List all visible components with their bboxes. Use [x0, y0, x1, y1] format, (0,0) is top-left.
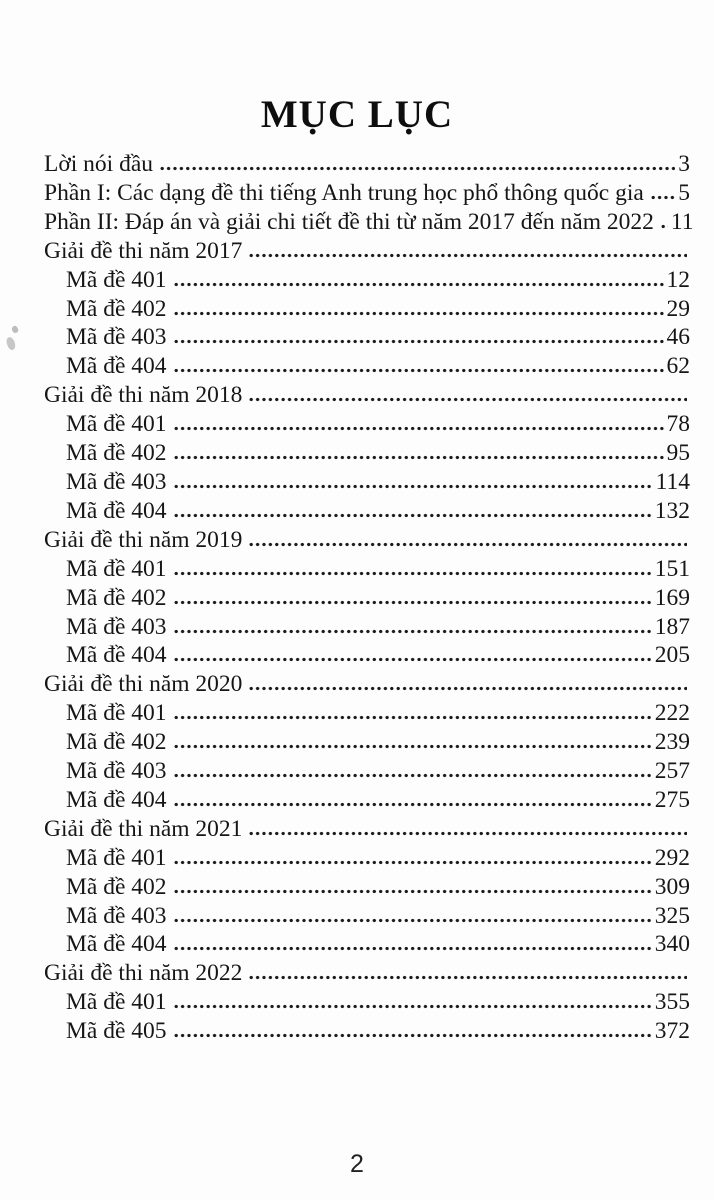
toc-entry: [44, 670, 690, 699]
leader-dots: [248, 253, 687, 258]
toc-entry-page: 78: [666, 411, 690, 438]
leader-dots: [173, 1004, 652, 1009]
toc-entry-page: 169: [654, 584, 690, 611]
leader-dots: [173, 571, 652, 576]
leader-dots: [660, 224, 668, 229]
leader-dots: [173, 513, 652, 518]
toc-entry-label: Phần I: Các dạng đề thi tiếng Anh trung học phổ thông quốc gia: [44, 179, 644, 206]
toc-entry-label: Mã đề 404: [66, 931, 167, 958]
toc-entry-label: Mã đề 402: [66, 295, 167, 322]
toc-entry-page: 62: [666, 353, 690, 380]
leader-dots: [248, 975, 687, 980]
toc-entry: [44, 613, 690, 642]
toc-entry-page: 355: [654, 989, 690, 1016]
leader-dots: [173, 918, 652, 923]
toc-entry-page: 11: [670, 208, 694, 235]
leader-dots: [173, 657, 652, 662]
toc-entry: [44, 295, 690, 324]
toc-entry-label: Mã đề 401: [66, 555, 167, 582]
toc-entry-label: Mã đề 403: [66, 468, 167, 495]
scan-smudge-artifact: [6, 324, 24, 356]
toc-entry: [44, 873, 690, 902]
toc-entry-page: 114: [655, 468, 690, 495]
toc-entry-label: Mã đề 404: [66, 353, 167, 380]
leader-dots: [173, 773, 652, 778]
toc-entry-label: Giải đề thi năm 2021: [44, 815, 243, 842]
toc-entry-label: Phần II: Đáp án và giải chi tiết đề thi từ năm 2017 đến năm 2022: [44, 208, 654, 235]
toc-entry-label: Mã đề 403: [66, 613, 167, 640]
leader-dots: [173, 860, 652, 865]
leader-dots: [173, 1033, 652, 1038]
leader-dots: [173, 744, 652, 749]
toc-entry: [44, 641, 690, 670]
toc-entry-page: 257: [654, 758, 690, 785]
toc-entry-page: 309: [654, 873, 690, 900]
toc-entry-label: Mã đề 402: [66, 440, 167, 467]
toc-entry-page: 12: [666, 266, 690, 293]
toc-entry-label: Mã đề 405: [66, 1018, 167, 1045]
leader-dots: [173, 802, 652, 807]
leader-dots: [173, 600, 652, 605]
toc-entry-label: Mã đề 401: [66, 700, 167, 727]
toc-entry: [44, 410, 690, 439]
toc-entry-label: Giải đề thi năm 2019: [44, 526, 243, 553]
toc-entry: [44, 179, 690, 208]
toc-entry-page: 325: [654, 902, 690, 929]
toc-entry: [44, 497, 690, 526]
toc-entry: [44, 468, 690, 497]
toc-entry-label: Mã đề 402: [66, 873, 167, 900]
toc-entry: [44, 266, 690, 295]
leader-dots: [173, 889, 652, 894]
toc-entry-label: Mã đề 404: [66, 786, 167, 813]
toc-entry: [44, 584, 690, 613]
leader-dots: [173, 484, 653, 489]
toc-entry: [44, 352, 690, 381]
smudge-mark-icon: [11, 325, 20, 334]
toc-entry: [44, 208, 694, 237]
leader-dots: [173, 455, 664, 460]
toc-entry-page: 205: [654, 642, 690, 669]
toc-entry-page: 95: [666, 440, 690, 467]
toc-entry-page: 222: [654, 700, 690, 727]
toc-entry: [44, 728, 690, 757]
toc-entry-page: 239: [654, 729, 690, 756]
toc-entry: [44, 844, 690, 873]
toc-entry-page: 29: [666, 295, 690, 322]
toc-entry-page: 292: [654, 844, 690, 871]
toc-entry: [44, 555, 690, 584]
smudge-mark-icon: [5, 336, 18, 351]
toc-entry-label: Mã đề 401: [66, 266, 167, 293]
toc-entry-label: Giải đề thi năm 2020: [44, 671, 243, 698]
toc-entry: [44, 988, 690, 1017]
toc-entry: [44, 526, 690, 555]
toc-entry-label: Mã đề 402: [66, 584, 167, 611]
toc-list: [44, 150, 694, 1046]
toc-entry-page: 5: [678, 179, 690, 206]
toc-entry: [44, 439, 690, 468]
toc-entry-label: Lời nói đầu: [44, 151, 154, 177]
toc-entry: [44, 815, 690, 844]
leader-dots: [173, 311, 664, 316]
toc-entry-label: Mã đề 401: [66, 844, 167, 871]
toc-entry-page: 187: [654, 613, 690, 640]
toc-entry: [44, 237, 690, 266]
toc-entry-label: Mã đề 403: [66, 902, 167, 929]
toc-entry-label: Giải đề thi năm 2018: [44, 382, 243, 409]
toc-entry-label: Mã đề 403: [66, 324, 167, 351]
leader-dots: [173, 715, 652, 720]
leader-dots: [248, 831, 687, 836]
toc-entry-label: Mã đề 404: [66, 497, 167, 524]
leader-dots: [248, 686, 687, 691]
toc-entry: [44, 381, 690, 410]
leader-dots: [173, 339, 664, 344]
toc-entry: [44, 930, 690, 959]
toc-entry-page: 151: [654, 555, 690, 582]
toc-entry-page: 372: [654, 1018, 690, 1045]
toc-entry-label: Mã đề 401: [66, 411, 167, 438]
page-number: 2: [350, 1150, 364, 1178]
toc-entry: [44, 323, 690, 352]
toc-entry: [44, 786, 690, 815]
toc-entry: [44, 959, 690, 988]
leader-dots: [173, 629, 652, 634]
toc-entry-label: Mã đề 403: [66, 758, 167, 785]
leader-dots: [248, 397, 687, 402]
toc-entry: [44, 1017, 690, 1046]
leader-dots: [173, 282, 664, 287]
toc-entry-page: 46: [666, 324, 690, 351]
toc-entry: [44, 150, 690, 179]
toc-entry-label: Mã đề 401: [66, 989, 167, 1016]
toc-entry-label: Mã đề 404: [66, 642, 167, 669]
toc-entry: [44, 902, 690, 931]
toc-entry-page: 275: [654, 786, 690, 813]
toc-entry-page: 340: [654, 931, 690, 958]
toc-entry: [44, 699, 690, 728]
leader-dots: [173, 426, 664, 431]
leader-dots: [650, 195, 675, 200]
leader-dots: [173, 946, 652, 951]
leader-dots: [173, 368, 664, 373]
toc-entry-label: Mã đề 402: [66, 729, 167, 756]
leader-dots: [248, 542, 687, 547]
page-title: MỤC LỤC: [260, 93, 454, 136]
toc-entry-page: 3: [678, 151, 690, 177]
toc-entry-page: 132: [654, 497, 690, 524]
toc-entry: [44, 757, 690, 786]
toc-entry-label: Giải đề thi năm 2017: [44, 237, 243, 264]
toc-entry-label: Giải đề thi năm 2022: [44, 960, 243, 987]
leader-dots: [159, 166, 675, 171]
